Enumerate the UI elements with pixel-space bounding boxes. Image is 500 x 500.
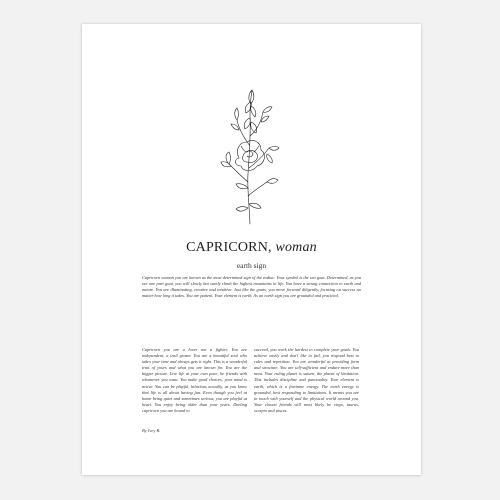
poster <box>82 24 421 475</box>
title-italic: woman <box>275 240 317 255</box>
poster-subtitle: earth sign <box>236 261 267 270</box>
title-main: CAPRICORN, <box>186 240 272 255</box>
intro-paragraph: Capricorn woman you are known as the most determined sign of the zodiac. Your symbol is the sea goat. Determined, as you see one part goat, you will slowly but surely climb the highest mountains in life. You have a strong connection to earth and nature. You are illuminating, creative and intuitive. Just like the goats, you move forward diligently, focusing on success no matter how long it takes. You are patient. Your element is earth. As an earth sign you are grounded and practical. <box>142 275 361 299</box>
body-column-right: succeed, you work the hardest to complete your goals. You achieve easily and don't like to fail, you respond best to rules and repetition. You are wonderful at providing form and structure. You are self-sufficient and endure more than most. Your ruling planet is saturn, the planet of limitation. This includes discipline and punctuality. Your element is earth, which is a feminine energy. The earth energy is grounded, best responding to limitations. It means you are in touch with yourself and the physical world around you. Your closest friends will most likely be virgo, taurus, scorpio and pisces. <box>254 347 359 413</box>
poster-title <box>82 240 421 256</box>
byline: By Ivey B. <box>142 428 161 433</box>
body-column-left: Capricorn you are a lover not a fighter. You are independent, a trail grazer. You are a beautiful soul who takes your time and always gets it right. This is a wonderful trait of yours and what you are known for. You are the bigger picture. Live life at your own pace, be friends with whomever you want. You make good choices, your mind is active. You can be playful, hilarious actually, as you know that life is all about having fun. Even though you feel at home being quiet and sometimes serious, you are playful at heart. You enjoy being older than your years. Darling capricorn you are bound to <box>142 347 247 413</box>
flower-sprig-icon <box>217 86 283 226</box>
